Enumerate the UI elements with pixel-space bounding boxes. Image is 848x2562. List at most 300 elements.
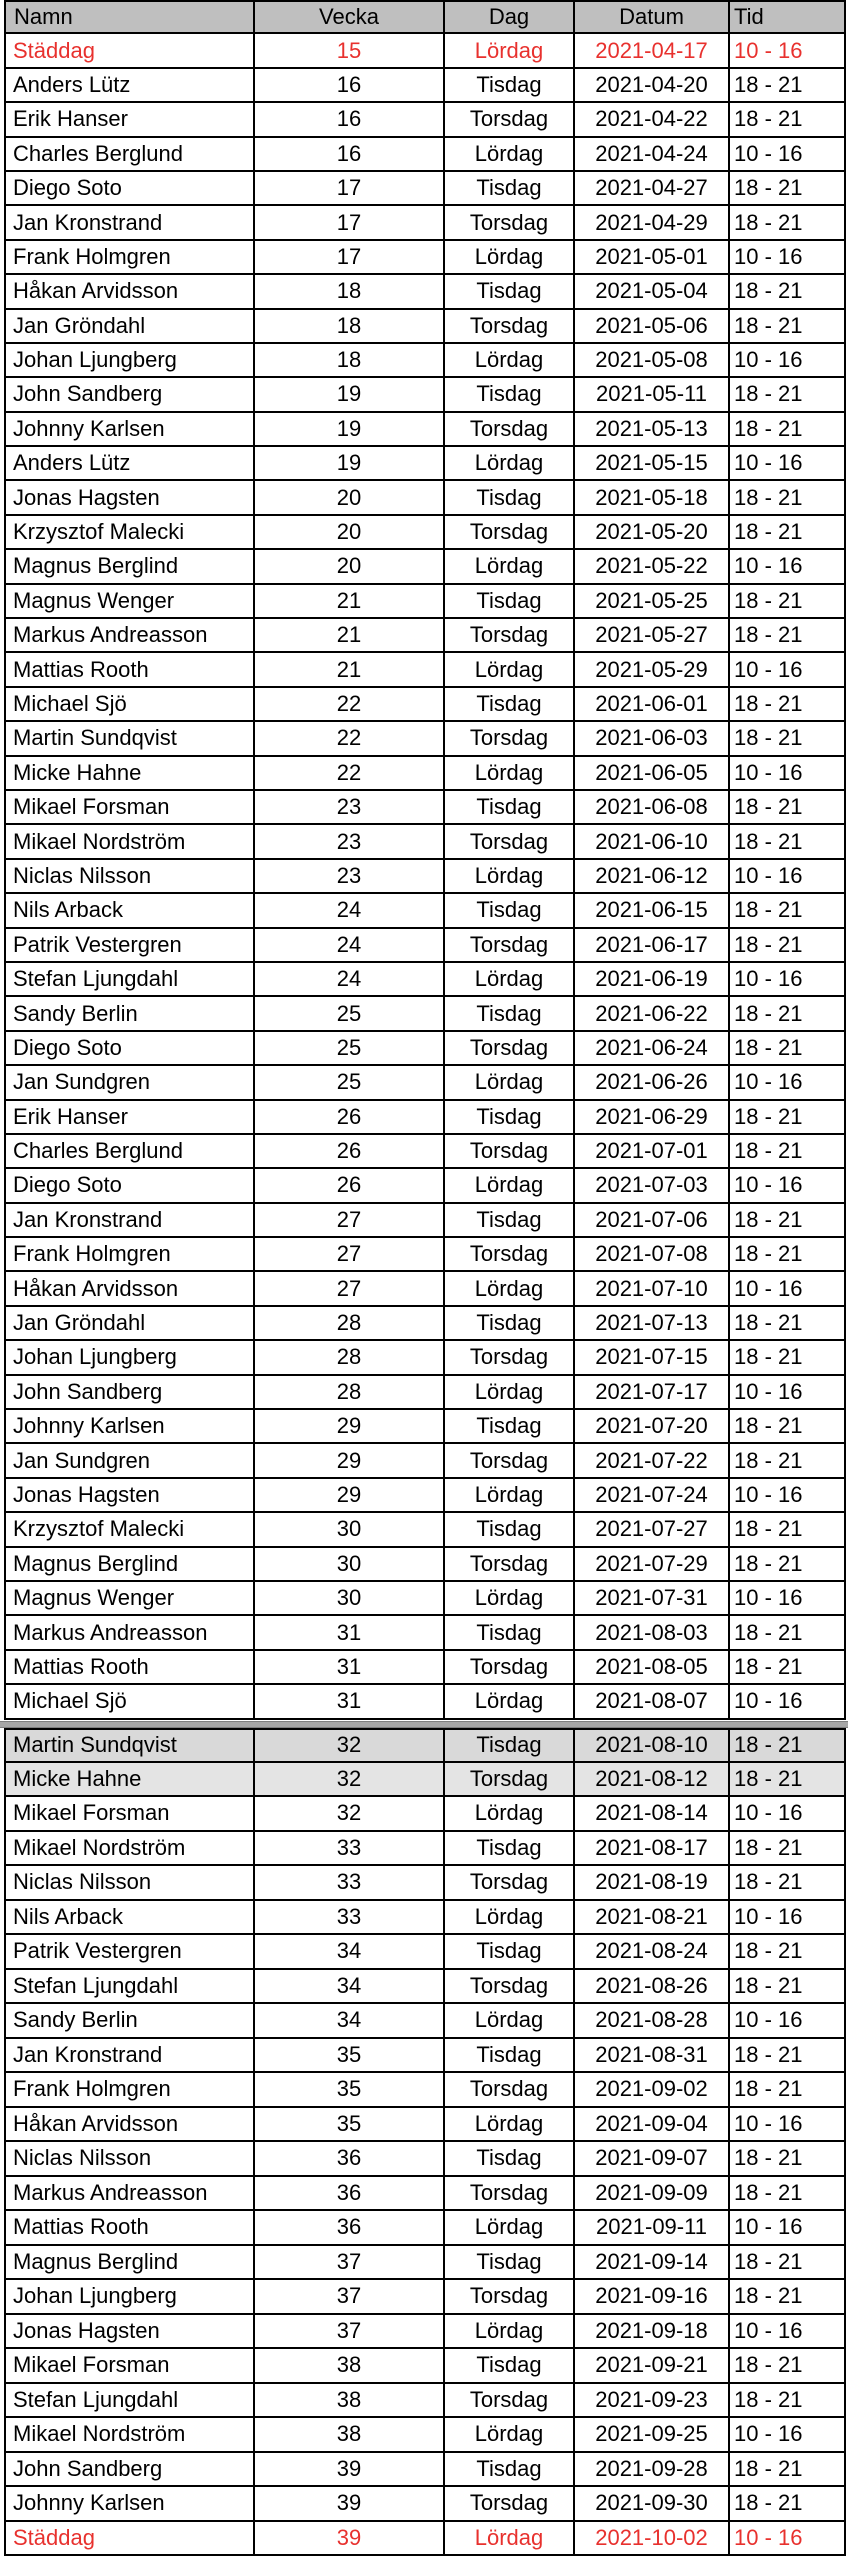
cell-name[interactable]: Mattias Rooth	[4, 1651, 255, 1685]
cell-time[interactable]: 10 - 16	[730, 1272, 846, 1306]
cell-day[interactable]: Torsdag	[445, 1341, 575, 1375]
cell-week[interactable]: 34	[255, 1935, 445, 1970]
cell-date[interactable]: 2021-05-06	[575, 310, 730, 344]
cell-name[interactable]: Mattias Rooth	[4, 2211, 255, 2246]
cell-day[interactable]: Tisdag	[445, 1204, 575, 1238]
cell-date[interactable]: 2021-06-29	[575, 1101, 730, 1135]
cell-day[interactable]: Tisdag	[445, 378, 575, 412]
cell-time[interactable]: 10 - 16	[730, 860, 846, 894]
cell-week[interactable]: 19	[255, 378, 445, 412]
cell-week[interactable]: 25	[255, 997, 445, 1031]
cell-day[interactable]: Torsdag	[445, 516, 575, 550]
cell-week[interactable]: 23	[255, 791, 445, 825]
cell-time[interactable]: 10 - 16	[730, 1901, 846, 1936]
cell-name[interactable]: Markus Andreasson	[4, 2177, 255, 2212]
cell-day[interactable]: Lördag	[445, 2108, 575, 2143]
cell-time[interactable]: 10 - 16	[730, 1376, 846, 1410]
cell-day[interactable]: Lördag	[445, 34, 575, 68]
cell-name[interactable]: Håkan Arvidsson	[4, 275, 255, 309]
cell-date[interactable]: 2021-08-10	[575, 1728, 730, 1763]
cell-time[interactable]: 10 - 16	[730, 2211, 846, 2246]
cell-name[interactable]: Stefan Ljungdahl	[4, 2384, 255, 2419]
cell-day[interactable]: Torsdag	[445, 1238, 575, 1272]
cell-date[interactable]: 2021-06-08	[575, 791, 730, 825]
cell-date[interactable]: 2021-06-01	[575, 688, 730, 722]
cell-time[interactable]: 18 - 21	[730, 1935, 846, 1970]
cell-name[interactable]: Städdag	[4, 34, 255, 68]
cell-date[interactable]: 2021-05-25	[575, 585, 730, 619]
cell-name[interactable]: Nils Arback	[4, 1901, 255, 1936]
cell-day[interactable]: Tisdag	[445, 1307, 575, 1341]
cell-day[interactable]: Lördag	[445, 138, 575, 172]
cell-week[interactable]: 37	[255, 2280, 445, 2315]
cell-date[interactable]: 2021-04-17	[575, 34, 730, 68]
cell-week[interactable]: 29	[255, 1479, 445, 1513]
cell-date[interactable]: 2021-09-30	[575, 2487, 730, 2522]
cell-date[interactable]: 2021-08-19	[575, 1866, 730, 1901]
cell-date[interactable]: 2021-06-24	[575, 1032, 730, 1066]
cell-date[interactable]: 2021-07-24	[575, 1479, 730, 1513]
column-header-week[interactable]: Vecka	[255, 0, 445, 34]
cell-date[interactable]: 2021-05-13	[575, 413, 730, 447]
cell-week[interactable]: 36	[255, 2177, 445, 2212]
cell-date[interactable]: 2021-06-19	[575, 963, 730, 997]
cell-time[interactable]: 18 - 21	[730, 310, 846, 344]
cell-name[interactable]: Stefan Ljungdahl	[4, 963, 255, 997]
cell-week[interactable]: 35	[255, 2073, 445, 2108]
cell-time[interactable]: 18 - 21	[730, 722, 846, 756]
cell-week[interactable]: 30	[255, 1513, 445, 1547]
column-header-day[interactable]: Dag	[445, 0, 575, 34]
cell-date[interactable]: 2021-06-22	[575, 997, 730, 1031]
cell-time[interactable]: 10 - 16	[730, 1169, 846, 1203]
cell-week[interactable]: 33	[255, 1901, 445, 1936]
cell-week[interactable]: 38	[255, 2384, 445, 2419]
cell-time[interactable]: 10 - 16	[730, 2004, 846, 2039]
cell-date[interactable]: 2021-09-18	[575, 2315, 730, 2350]
cell-day[interactable]: Lördag	[445, 1376, 575, 1410]
cell-week[interactable]: 19	[255, 447, 445, 481]
cell-date[interactable]: 2021-08-17	[575, 1832, 730, 1867]
cell-name[interactable]: Johnny Karlsen	[4, 2487, 255, 2522]
cell-week[interactable]: 32	[255, 1728, 445, 1763]
cell-time[interactable]: 18 - 21	[730, 1513, 846, 1547]
cell-time[interactable]: 18 - 21	[730, 1548, 846, 1582]
cell-day[interactable]: Torsdag	[445, 2384, 575, 2419]
cell-date[interactable]: 2021-05-20	[575, 516, 730, 550]
cell-name[interactable]: Niclas Nilsson	[4, 1866, 255, 1901]
cell-week[interactable]: 18	[255, 344, 445, 378]
cell-day[interactable]: Tisdag	[445, 275, 575, 309]
cell-time[interactable]: 18 - 21	[730, 894, 846, 928]
cell-week[interactable]: 17	[255, 172, 445, 206]
cell-time[interactable]: 18 - 21	[730, 1238, 846, 1272]
cell-date[interactable]: 2021-07-29	[575, 1548, 730, 1582]
cell-week[interactable]: 20	[255, 481, 445, 515]
cell-time[interactable]: 18 - 21	[730, 1616, 846, 1650]
cell-time[interactable]: 18 - 21	[730, 1866, 846, 1901]
cell-day[interactable]: Torsdag	[445, 206, 575, 240]
cell-date[interactable]: 2021-06-26	[575, 1066, 730, 1100]
cell-date[interactable]: 2021-08-24	[575, 1935, 730, 1970]
cell-day[interactable]: Torsdag	[445, 2487, 575, 2522]
cell-time[interactable]: 18 - 21	[730, 688, 846, 722]
cell-date[interactable]: 2021-08-28	[575, 2004, 730, 2039]
cell-time[interactable]: 10 - 16	[730, 34, 846, 68]
cell-day[interactable]: Torsdag	[445, 2073, 575, 2108]
cell-day[interactable]: Tisdag	[445, 1616, 575, 1650]
cell-week[interactable]: 27	[255, 1272, 445, 1306]
cell-name[interactable]: Markus Andreasson	[4, 619, 255, 653]
cell-name[interactable]: Magnus Berglind	[4, 2246, 255, 2281]
cell-day[interactable]: Tisdag	[445, 2453, 575, 2488]
cell-time[interactable]: 10 - 16	[730, 138, 846, 172]
cell-day[interactable]: Tisdag	[445, 1410, 575, 1444]
cell-day[interactable]: Tisdag	[445, 688, 575, 722]
cell-date[interactable]: 2021-05-04	[575, 275, 730, 309]
cell-name[interactable]: Michael Sjö	[4, 688, 255, 722]
cell-time[interactable]: 18 - 21	[730, 1763, 846, 1798]
cell-date[interactable]: 2021-09-23	[575, 2384, 730, 2419]
cell-date[interactable]: 2021-08-21	[575, 1901, 730, 1936]
cell-date[interactable]: 2021-09-02	[575, 2073, 730, 2108]
cell-time[interactable]: 18 - 21	[730, 2142, 846, 2177]
cell-name[interactable]: Anders Lütz	[4, 447, 255, 481]
cell-time[interactable]: 18 - 21	[730, 481, 846, 515]
cell-week[interactable]: 22	[255, 722, 445, 756]
cell-week[interactable]: 18	[255, 310, 445, 344]
cell-date[interactable]: 2021-05-27	[575, 619, 730, 653]
cell-week[interactable]: 16	[255, 103, 445, 137]
cell-date[interactable]: 2021-05-22	[575, 550, 730, 584]
cell-name[interactable]: Mikael Forsman	[4, 791, 255, 825]
cell-name[interactable]: Jonas Hagsten	[4, 481, 255, 515]
cell-day[interactable]: Lördag	[445, 757, 575, 791]
cell-time[interactable]: 18 - 21	[730, 1970, 846, 2005]
cell-day[interactable]: Torsdag	[445, 1970, 575, 2005]
cell-time[interactable]: 10 - 16	[730, 1685, 846, 1719]
cell-week[interactable]: 26	[255, 1135, 445, 1169]
cell-name[interactable]: Mikael Nordström	[4, 1832, 255, 1867]
column-header-time[interactable]: Tid	[730, 0, 846, 34]
cell-day[interactable]: Tisdag	[445, 997, 575, 1031]
cell-week[interactable]: 24	[255, 963, 445, 997]
cell-name[interactable]: Jan Kronstrand	[4, 1204, 255, 1238]
cell-name[interactable]: Niclas Nilsson	[4, 2142, 255, 2177]
cell-name[interactable]: Magnus Wenger	[4, 1582, 255, 1616]
cell-name[interactable]: Erik Hanser	[4, 103, 255, 137]
cell-day[interactable]: Tisdag	[445, 585, 575, 619]
cell-day[interactable]: Torsdag	[445, 929, 575, 963]
cell-date[interactable]: 2021-09-16	[575, 2280, 730, 2315]
cell-day[interactable]: Lördag	[445, 550, 575, 584]
cell-week[interactable]: 28	[255, 1307, 445, 1341]
cell-name[interactable]: Nils Arback	[4, 894, 255, 928]
cell-name[interactable]: Håkan Arvidsson	[4, 2108, 255, 2143]
cell-week[interactable]: 32	[255, 1797, 445, 1832]
cell-name[interactable]: Anders Lütz	[4, 69, 255, 103]
cell-day[interactable]: Tisdag	[445, 1832, 575, 1867]
cell-week[interactable]: 37	[255, 2246, 445, 2281]
cell-date[interactable]: 2021-08-12	[575, 1763, 730, 1798]
cell-name[interactable]: Krzysztof Malecki	[4, 1513, 255, 1547]
cell-name[interactable]: Markus Andreasson	[4, 1616, 255, 1650]
cell-date[interactable]: 2021-05-08	[575, 344, 730, 378]
cell-day[interactable]: Lördag	[445, 963, 575, 997]
cell-date[interactable]: 2021-08-07	[575, 1685, 730, 1719]
cell-date[interactable]: 2021-08-03	[575, 1616, 730, 1650]
cell-day[interactable]: Tisdag	[445, 791, 575, 825]
cell-time[interactable]: 18 - 21	[730, 206, 846, 240]
cell-day[interactable]: Tisdag	[445, 172, 575, 206]
cell-day[interactable]: Torsdag	[445, 619, 575, 653]
cell-day[interactable]: Tisdag	[445, 2039, 575, 2074]
cell-date[interactable]: 2021-04-27	[575, 172, 730, 206]
cell-time[interactable]: 10 - 16	[730, 757, 846, 791]
cell-name[interactable]: John Sandberg	[4, 1376, 255, 1410]
cell-week[interactable]: 18	[255, 275, 445, 309]
cell-time[interactable]: 18 - 21	[730, 619, 846, 653]
cell-date[interactable]: 2021-06-17	[575, 929, 730, 963]
cell-week[interactable]: 32	[255, 1763, 445, 1798]
cell-name[interactable]: Martin Sundqvist	[4, 1728, 255, 1763]
cell-day[interactable]: Tisdag	[445, 2246, 575, 2281]
cell-time[interactable]: 18 - 21	[730, 2073, 846, 2108]
cell-time[interactable]: 10 - 16	[730, 1066, 846, 1100]
cell-time[interactable]: 10 - 16	[730, 447, 846, 481]
cell-date[interactable]: 2021-06-05	[575, 757, 730, 791]
cell-time[interactable]: 18 - 21	[730, 791, 846, 825]
cell-week[interactable]: 19	[255, 413, 445, 447]
cell-name[interactable]: Frank Holmgren	[4, 2073, 255, 2108]
cell-time[interactable]: 10 - 16	[730, 653, 846, 687]
cell-day[interactable]: Tisdag	[445, 1728, 575, 1763]
cell-name[interactable]: Mikael Nordström	[4, 825, 255, 859]
cell-day[interactable]: Lördag	[445, 1479, 575, 1513]
cell-date[interactable]: 2021-07-01	[575, 1135, 730, 1169]
cell-day[interactable]: Tisdag	[445, 481, 575, 515]
cell-time[interactable]: 18 - 21	[730, 1032, 846, 1066]
cell-day[interactable]: Torsdag	[445, 825, 575, 859]
cell-week[interactable]: 33	[255, 1832, 445, 1867]
cell-date[interactable]: 2021-07-31	[575, 1582, 730, 1616]
cell-name[interactable]: Städdag	[4, 2522, 255, 2557]
cell-time[interactable]: 18 - 21	[730, 929, 846, 963]
cell-day[interactable]: Torsdag	[445, 1866, 575, 1901]
cell-name[interactable]: Jan Sundgren	[4, 1066, 255, 1100]
cell-day[interactable]: Lördag	[445, 2004, 575, 2039]
cell-week[interactable]: 39	[255, 2453, 445, 2488]
cell-time[interactable]: 18 - 21	[730, 103, 846, 137]
cell-time[interactable]: 18 - 21	[730, 1651, 846, 1685]
cell-time[interactable]: 18 - 21	[730, 2280, 846, 2315]
cell-name[interactable]: Micke Hahne	[4, 1763, 255, 1798]
cell-day[interactable]: Tisdag	[445, 1513, 575, 1547]
cell-week[interactable]: 29	[255, 1410, 445, 1444]
cell-day[interactable]: Torsdag	[445, 722, 575, 756]
column-header-date[interactable]: Datum	[575, 0, 730, 34]
cell-day[interactable]: Lördag	[445, 860, 575, 894]
cell-time[interactable]: 10 - 16	[730, 1582, 846, 1616]
cell-date[interactable]: 2021-09-28	[575, 2453, 730, 2488]
cell-date[interactable]: 2021-05-18	[575, 481, 730, 515]
cell-date[interactable]: 2021-07-20	[575, 1410, 730, 1444]
cell-name[interactable]: Mikael Forsman	[4, 2349, 255, 2384]
cell-date[interactable]: 2021-04-20	[575, 69, 730, 103]
cell-name[interactable]: Magnus Berglind	[4, 1548, 255, 1582]
cell-week[interactable]: 26	[255, 1101, 445, 1135]
cell-time[interactable]: 18 - 21	[730, 516, 846, 550]
cell-time[interactable]: 10 - 16	[730, 2418, 846, 2453]
cell-date[interactable]: 2021-07-03	[575, 1169, 730, 1203]
cell-date[interactable]: 2021-09-14	[575, 2246, 730, 2281]
cell-time[interactable]: 18 - 21	[730, 1204, 846, 1238]
cell-week[interactable]: 21	[255, 653, 445, 687]
cell-date[interactable]: 2021-09-09	[575, 2177, 730, 2212]
cell-day[interactable]: Tisdag	[445, 1101, 575, 1135]
cell-date[interactable]: 2021-09-11	[575, 2211, 730, 2246]
cell-name[interactable]: Niclas Nilsson	[4, 860, 255, 894]
cell-day[interactable]: Lördag	[445, 447, 575, 481]
cell-time[interactable]: 18 - 21	[730, 1410, 846, 1444]
cell-time[interactable]: 10 - 16	[730, 1797, 846, 1832]
cell-name[interactable]: Martin Sundqvist	[4, 722, 255, 756]
column-header-name[interactable]: Namn	[4, 0, 255, 34]
cell-week[interactable]: 31	[255, 1651, 445, 1685]
cell-day[interactable]: Tisdag	[445, 69, 575, 103]
cell-week[interactable]: 31	[255, 1685, 445, 1719]
cell-name[interactable]: Mikael Nordström	[4, 2418, 255, 2453]
cell-time[interactable]: 18 - 21	[730, 69, 846, 103]
cell-name[interactable]: Jan Gröndahl	[4, 1307, 255, 1341]
cell-date[interactable]: 2021-07-27	[575, 1513, 730, 1547]
cell-name[interactable]: Micke Hahne	[4, 757, 255, 791]
cell-week[interactable]: 23	[255, 825, 445, 859]
cell-time[interactable]: 18 - 21	[730, 2384, 846, 2419]
cell-week[interactable]: 38	[255, 2349, 445, 2384]
cell-name[interactable]: Krzysztof Malecki	[4, 516, 255, 550]
cell-week[interactable]: 21	[255, 585, 445, 619]
cell-time[interactable]: 18 - 21	[730, 275, 846, 309]
cell-time[interactable]: 18 - 21	[730, 1341, 846, 1375]
cell-name[interactable]: Magnus Wenger	[4, 585, 255, 619]
cell-name[interactable]: Jan Kronstrand	[4, 206, 255, 240]
cell-week[interactable]: 20	[255, 550, 445, 584]
cell-week[interactable]: 16	[255, 69, 445, 103]
cell-week[interactable]: 36	[255, 2211, 445, 2246]
cell-week[interactable]: 27	[255, 1238, 445, 1272]
cell-week[interactable]: 38	[255, 2418, 445, 2453]
cell-name[interactable]: Jonas Hagsten	[4, 2315, 255, 2350]
cell-day[interactable]: Lördag	[445, 1582, 575, 1616]
cell-time[interactable]: 10 - 16	[730, 2522, 846, 2557]
cell-week[interactable]: 28	[255, 1376, 445, 1410]
cell-day[interactable]: Torsdag	[445, 2177, 575, 2212]
cell-date[interactable]: 2021-05-11	[575, 378, 730, 412]
cell-date[interactable]: 2021-04-29	[575, 206, 730, 240]
cell-day[interactable]: Torsdag	[445, 1032, 575, 1066]
cell-day[interactable]: Lördag	[445, 1797, 575, 1832]
cell-week[interactable]: 34	[255, 1970, 445, 2005]
cell-week[interactable]: 36	[255, 2142, 445, 2177]
cell-date[interactable]: 2021-08-05	[575, 1651, 730, 1685]
cell-name[interactable]: Jan Sundgren	[4, 1444, 255, 1478]
cell-time[interactable]: 18 - 21	[730, 378, 846, 412]
cell-name[interactable]: Johnny Karlsen	[4, 1410, 255, 1444]
cell-week[interactable]: 16	[255, 138, 445, 172]
cell-time[interactable]: 10 - 16	[730, 344, 846, 378]
cell-date[interactable]: 2021-08-26	[575, 1970, 730, 2005]
cell-day[interactable]: Torsdag	[445, 103, 575, 137]
cell-week[interactable]: 27	[255, 1204, 445, 1238]
cell-time[interactable]: 10 - 16	[730, 550, 846, 584]
cell-day[interactable]: Torsdag	[445, 1135, 575, 1169]
cell-name[interactable]: Sandy Berlin	[4, 997, 255, 1031]
cell-name[interactable]: Erik Hanser	[4, 1101, 255, 1135]
cell-time[interactable]: 18 - 21	[730, 997, 846, 1031]
cell-time[interactable]: 18 - 21	[730, 2487, 846, 2522]
cell-week[interactable]: 30	[255, 1582, 445, 1616]
cell-day[interactable]: Lördag	[445, 241, 575, 275]
cell-name[interactable]: Charles Berglund	[4, 138, 255, 172]
cell-week[interactable]: 35	[255, 2039, 445, 2074]
cell-time[interactable]: 18 - 21	[730, 2177, 846, 2212]
cell-week[interactable]: 28	[255, 1341, 445, 1375]
cell-name[interactable]: Patrik Vestergren	[4, 1935, 255, 1970]
cell-time[interactable]: 18 - 21	[730, 1101, 846, 1135]
cell-time[interactable]: 18 - 21	[730, 1728, 846, 1763]
cell-time[interactable]: 18 - 21	[730, 825, 846, 859]
cell-date[interactable]: 2021-05-01	[575, 241, 730, 275]
cell-time[interactable]: 18 - 21	[730, 1444, 846, 1478]
cell-name[interactable]: Sandy Berlin	[4, 2004, 255, 2039]
cell-date[interactable]: 2021-07-13	[575, 1307, 730, 1341]
cell-week[interactable]: 15	[255, 34, 445, 68]
cell-name[interactable]: Magnus Berglind	[4, 550, 255, 584]
cell-day[interactable]: Tisdag	[445, 2349, 575, 2384]
cell-name[interactable]: John Sandberg	[4, 2453, 255, 2488]
cell-day[interactable]: Tisdag	[445, 894, 575, 928]
cell-week[interactable]: 23	[255, 860, 445, 894]
cell-day[interactable]: Torsdag	[445, 1548, 575, 1582]
cell-date[interactable]: 2021-07-10	[575, 1272, 730, 1306]
cell-day[interactable]: Torsdag	[445, 413, 575, 447]
cell-name[interactable]: Frank Holmgren	[4, 1238, 255, 1272]
cell-date[interactable]: 2021-07-15	[575, 1341, 730, 1375]
cell-name[interactable]: Håkan Arvidsson	[4, 1272, 255, 1306]
cell-day[interactable]: Lördag	[445, 2418, 575, 2453]
cell-week[interactable]: 29	[255, 1444, 445, 1478]
cell-week[interactable]: 39	[255, 2522, 445, 2557]
cell-day[interactable]: Lördag	[445, 1066, 575, 1100]
cell-day[interactable]: Torsdag	[445, 1763, 575, 1798]
cell-day[interactable]: Lördag	[445, 2522, 575, 2557]
cell-time[interactable]: 18 - 21	[730, 172, 846, 206]
cell-day[interactable]: Lördag	[445, 653, 575, 687]
cell-date[interactable]: 2021-09-21	[575, 2349, 730, 2384]
cell-time[interactable]: 18 - 21	[730, 2246, 846, 2281]
cell-date[interactable]: 2021-04-24	[575, 138, 730, 172]
cell-time[interactable]: 18 - 21	[730, 1307, 846, 1341]
cell-time[interactable]: 10 - 16	[730, 963, 846, 997]
cell-name[interactable]: Michael Sjö	[4, 1685, 255, 1719]
cell-name[interactable]: Charles Berglund	[4, 1135, 255, 1169]
cell-day[interactable]: Torsdag	[445, 1444, 575, 1478]
cell-week[interactable]: 26	[255, 1169, 445, 1203]
cell-week[interactable]: 25	[255, 1066, 445, 1100]
cell-date[interactable]: 2021-10-02	[575, 2522, 730, 2557]
cell-date[interactable]: 2021-05-15	[575, 447, 730, 481]
